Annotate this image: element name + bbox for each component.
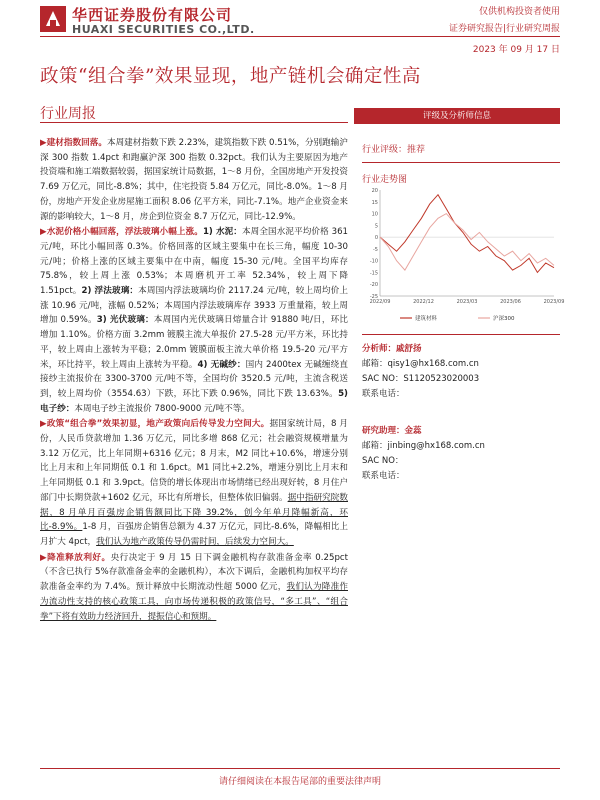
- x-tick-label: 2022/09: [369, 299, 391, 305]
- subhead-float-glass: 2) 浮法玻璃：: [81, 286, 139, 297]
- legend-label: 沪深300: [493, 316, 515, 322]
- sidebar-divider: [362, 162, 560, 163]
- audience-tag: 仅供机构投资者使用: [478, 7, 560, 17]
- paragraph-text: 本周建材指数下跌 2.23%，建筑指数下跌 0.51%，分别跑输沪深 300 指数 1.4pct 和跑赢沪深 300 指数 0.32pct。我们认为主要原因为地产投资端和施工端数据较弱，据国家统计局数据，1～8 月份，全国房地产开发投资 7.69 万亿元，同比-8.8%；其中，住宅投资 5.84 万亿元，同比-8.0%。1～8 月份，房地产开发企业房屋施工面积 8.06 亿平方米，同比-7.1%。地产企业资金来源的影响较大，1～8 月，房企到位资金 8.7 万亿元，同比-12.9%。: [40, 138, 348, 222]
- y-tick-label: 5: [374, 223, 378, 230]
- y-tick-label: -20: [369, 282, 378, 289]
- series-line-2: [380, 214, 554, 271]
- subhead-pv-glass: 3) 光伏玻璃：: [96, 315, 154, 326]
- bullet-arrow-icon: ▶: [40, 419, 47, 430]
- footer-divider: [40, 768, 560, 769]
- text-rrr-view: 我们认为降准作为流动性支持的核心政策工具，向市场传递积极的政策信号，“多工具”、“组合拳”下将有效助力经济回升，提振信心和预期。: [40, 582, 348, 622]
- y-tick-label: -15: [369, 270, 378, 277]
- text-credit-data: 据国家统计局，8 月份，人民币贷款增加 1.36 万亿元，同比多增 868 亿元；社会融资规模增量为 3.12 万亿元，比上年同期+6316 亿元；8 月末，M2 同比+10.6%，增速分别比上月末和上年同期低 0.1 和 1.6pct。M1 同比+2.2%，增速分别比上月末和上年同期低 0.1 和 3.9pct。信贷的增长体现出市场情绪已经出现好转，8 月住户部门中长期贷款+1602 亿元，环比有所增长，但整体依旧偏弱。: [40, 419, 348, 503]
- assistant-block: [362, 424, 485, 484]
- industry-rating: [362, 142, 425, 155]
- report-title: 政策“组合拳”效果显现，地产链机会确定性高: [40, 66, 421, 87]
- text-alkali-free-yarn: 国内 2400tex 无碱缠绕直接纱主流报价在 3300-3700 元/吨不等，全国均价 3520.5 元/吨，主流含税送到，较上周均价（3554.63）下跌，环比下跌 0.96%，同比下跌 13.63%。: [40, 359, 348, 399]
- paragraph-material-prices: [40, 225, 348, 416]
- rating-value: 推荐: [407, 145, 426, 155]
- page-header: [0, 0, 600, 60]
- company-name-cn: 华西证券股份有限公司: [72, 6, 233, 24]
- sidebar: [354, 108, 565, 481]
- paragraph-lead: 政策“组合拳”效果初显，地产政策向后传导发力空间大。: [46, 419, 270, 430]
- header-divider: [40, 36, 560, 37]
- bullet-arrow-icon: ▶: [40, 227, 47, 238]
- section-label: 行业周报: [40, 106, 96, 122]
- y-tick-label: 10: [371, 211, 378, 218]
- text-rrr-detail: 央行决定于 9 月 15 日下调金融机构存款准备金率 0.25pct（不含已执行 5%存款准备金率的金融机构），本次下调后，金融机构加权平均存款准备金率约为 7.4%。预计释放中长期流动性超 5000 亿元，: [40, 552, 348, 593]
- x-tick-label: 2023/03: [456, 299, 478, 305]
- analyst-block: [362, 342, 479, 402]
- report-date: 2023 年 09 月 17 日: [472, 45, 560, 55]
- sidebar-header: 评级及分析师信息: [354, 108, 560, 124]
- y-tick-label: -5: [373, 246, 378, 253]
- paragraph-lead: 降准释放利好。: [47, 552, 111, 563]
- subhead-alkali-free-yarn: 4) 无碱纱：: [197, 359, 246, 370]
- series-line-1: [380, 195, 554, 273]
- text-electronic-yarn: 本周电子纱主流报价 7800-9000 元/吨不等。: [74, 403, 250, 414]
- assistant-sac: SAC NO：: [362, 456, 404, 466]
- huaxi-logo-icon: [40, 6, 66, 32]
- paragraph-lead: 建材指数回落。: [46, 138, 107, 148]
- analyst-name: 分析师：戚舒扬: [362, 344, 422, 354]
- bullet-arrow-icon: ▶: [40, 138, 47, 148]
- analyst-email: 邮箱：qisy1@hx168.com.cn: [362, 359, 479, 369]
- x-tick-label: 2023/06: [500, 299, 521, 305]
- y-tick-label: 20: [371, 188, 378, 194]
- trend-chart: [360, 186, 565, 328]
- text-developer-sales: 据中指研究院数据，8 月单月百强房企销售额同比下降 39.2%，创今年单月降幅新高，环比-8.9%。: [40, 492, 348, 533]
- text-cement: 本周全国水泥平均价格 361 元/吨，环比小幅回落 0.3%。价格回落的区域主要集中在长三角，幅度 10-30 元/吨；价格上涨的区域主要集中在中南，幅度 15-30 元/吨。全国平均库存 75.8%，较上周上涨 0.53%；本周磨机开工率 52.34%，较上周下降 1.51pct。: [40, 227, 349, 297]
- y-tick-label: -25: [369, 294, 378, 300]
- assistant-name: 研究助理：金蕊: [362, 426, 422, 436]
- paragraph-building-index: [40, 136, 348, 224]
- company-name-en: HUAXI SECURITIES CO.,LTD.: [72, 23, 255, 36]
- x-tick-label: 2023/09: [543, 299, 565, 305]
- paragraph-policy: [40, 417, 348, 549]
- bullet-arrow-icon: ▶: [40, 552, 48, 563]
- assistant-email: 邮箱：jinbing@hx168.com.cn: [362, 441, 485, 451]
- analyst-sac: SAC NO：S1120523020003: [362, 374, 480, 384]
- sidebar-divider: [362, 334, 560, 335]
- y-tick-label: -10: [369, 258, 378, 265]
- text-policy-view: 我们认为地产政策传导仍需时间，后续发力空间大。: [96, 536, 294, 547]
- section-divider: [40, 122, 348, 123]
- y-tick-label: 0: [374, 235, 378, 242]
- legend-label: 建筑材料: [415, 316, 438, 322]
- report-type-tag: 证券研究报告|行业研究周报: [448, 24, 560, 34]
- legal-notice: 请仔细阅读在本报告尾部的重要法律声明: [218, 777, 381, 787]
- text-float-glass: 本周国内浮法玻璃均价 2117.24 元/吨，较上周均价上涨 10.96 元/吨，涨幅 0.52%；本周国内浮法玻璃库存 3933 万重量箱，较上周增加 0.59%。: [40, 286, 348, 326]
- y-tick-label: 15: [371, 199, 378, 206]
- text-ytd-sales: 1-8 月，百强房企销售总额为 4.37 万亿元，同比-8.6%，降幅相比上月扩大 4pct，: [40, 522, 348, 547]
- subhead-electronic-yarn: 5) 电子纱：: [40, 388, 348, 414]
- assistant-phone: 联系电话：: [362, 471, 405, 481]
- analyst-phone: 联系电话：: [362, 389, 405, 399]
- trend-chart-label: 行业走势图: [362, 175, 408, 185]
- subhead-cement: 1) 水泥：: [202, 227, 242, 238]
- rating-label: 行业评级：: [362, 145, 408, 155]
- text-pv-glass: 本周国内光伏玻璃日熔量合计 91880 吨/日，环比增加 1.10%。价格方面 3.2mm 镀膜主流大单报价 27.5-28 元/平方米，环比持平，较上周由上涨转为平稳；2.0mm 镀膜面板主流大单价格 19.5-20 元/平方米，环比持平，较上周由上涨转为平稳。: [40, 315, 348, 370]
- paragraph-lead: 水泥价格小幅回落，浮法玻璃小幅上涨。: [46, 227, 203, 238]
- x-tick-label: 2022/12: [413, 299, 434, 305]
- paragraph-rrr-cut: [40, 551, 348, 625]
- report-body: [40, 136, 348, 625]
